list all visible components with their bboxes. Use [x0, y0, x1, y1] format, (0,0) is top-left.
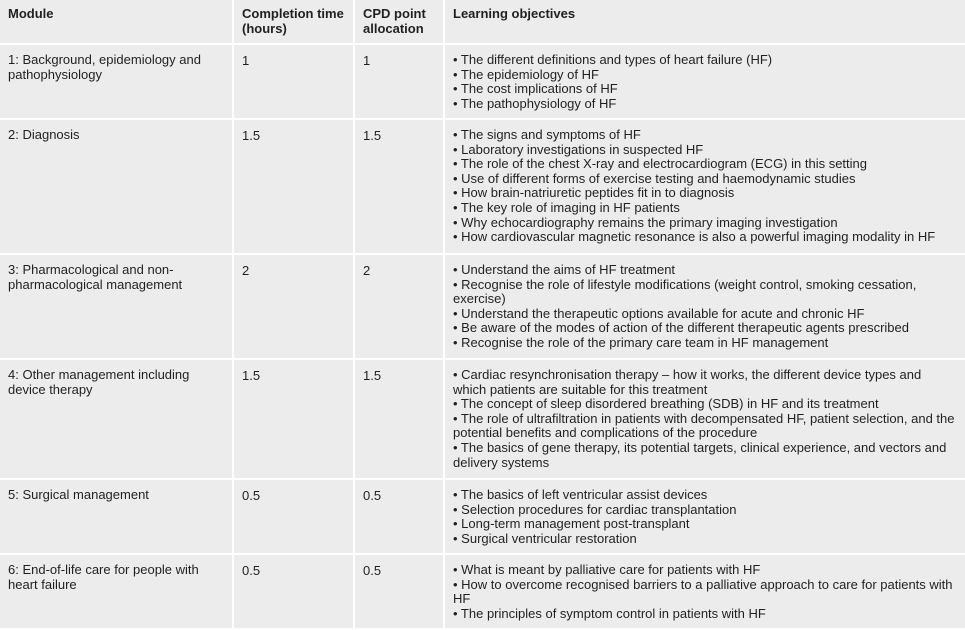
objective-item: • The basics of left ventricular assist devices: [453, 487, 708, 502]
objective-item: • Use of different forms of exercise testing and haemodynamic studies: [453, 170, 856, 186]
objectives-cell: [444, 44, 965, 119]
objective-item: • Laboratory investigations in suspected HF: [453, 141, 704, 157]
objective-item: • The pathophysiology of HF: [453, 95, 617, 111]
objectives-list: [453, 128, 957, 245]
objective-item: • The signs and symptoms of HF: [453, 127, 641, 142]
table-header-row: [0, 0, 965, 44]
module-cell: 4: Other management including device therapy: [0, 359, 233, 479]
objective-item: • The basics of gene therapy, its potential targets, clinical experience, and vectors and delivery systems: [453, 439, 947, 470]
objective-item: • What is meant by palliative care for patients with HF: [453, 562, 761, 577]
completion-time-cell: 1.5: [233, 359, 354, 479]
module-cell: 1: Background, epidemiology and pathophysiology: [0, 44, 233, 119]
objectives-cell: [444, 479, 965, 554]
completion-time-cell: 1: [233, 44, 354, 119]
objective-item: • The concept of sleep disordered breathing (SDB) in HF and its treatment: [453, 396, 879, 412]
module-cell: 5: Surgical management: [0, 479, 233, 554]
cpd-points-cell: 0.5: [354, 479, 444, 554]
header-completion-time: Completion time (hours): [233, 0, 354, 44]
objective-item: • Be aware of the modes of action of the different therapeutic agents prescribed: [453, 320, 909, 336]
cpd-points-cell: 0.5: [354, 554, 444, 629]
module-cell: 3: Pharmacological and non-pharmacological management: [0, 254, 233, 359]
objectives-list: [453, 53, 957, 111]
objective-item: • Long-term management post-transplant: [453, 516, 690, 532]
objectives-cell: [444, 359, 965, 479]
objective-item: • The role of ultrafiltration in patients with decompensated HF, patient selection, and the potential benefits and complications of the procedure: [453, 410, 955, 441]
completion-time-cell: 0.5: [233, 479, 354, 554]
cpd-points-cell: 1.5: [354, 359, 444, 479]
objective-item: • Cardiac resynchronisation therapy – how it works, the different device types and which patients are suitable for this treatment: [453, 367, 922, 397]
objectives-cell: [444, 554, 965, 629]
cpd-points-cell: 1.5: [354, 119, 444, 254]
table-row: [0, 359, 965, 479]
objective-item: • How cardiovascular magnetic resonance is also a powerful imaging modality in HF: [453, 229, 936, 245]
objective-item: • The principles of symptom control in patients with HF: [453, 605, 766, 621]
completion-time-cell: 0.5: [233, 554, 354, 629]
table-row: [0, 479, 965, 554]
header-cpd-points: CPD point allocation: [354, 0, 444, 44]
objective-item: • Recognise the role of the primary care team in HF management: [453, 334, 829, 350]
objective-item: • How brain-natriuretic peptides fit in to diagnosis: [453, 185, 735, 201]
completion-time-cell: 1.5: [233, 119, 354, 254]
objectives-list: [453, 263, 957, 351]
objectives-cell: [444, 254, 965, 359]
objectives-list: [453, 563, 957, 621]
header-learning-objectives: Learning objectives: [444, 0, 965, 44]
objective-item: • The role of the chest X-ray and electrocardiogram (ECG) in this setting: [453, 156, 867, 172]
objective-item: • Surgical ventricular restoration: [453, 530, 637, 546]
objective-item: • The cost implications of HF: [453, 81, 618, 97]
objectives-list: [453, 368, 957, 470]
cpd-points-cell: 1: [354, 44, 444, 119]
objective-item: • Recognise the role of lifestyle modifications (weight control, smoking cessation, exercise): [453, 276, 917, 307]
objective-item: • Why echocardiography remains the primary imaging investigation: [453, 214, 838, 230]
objective-item: • Understand the aims of HF treatment: [453, 262, 676, 277]
table-row: [0, 119, 965, 254]
cpd-points-cell: 2: [354, 254, 444, 359]
objectives-cell: [444, 119, 965, 254]
table-row: [0, 44, 965, 119]
completion-time-cell: 2: [233, 254, 354, 359]
objective-item: • The key role of imaging in HF patients: [453, 199, 680, 215]
header-module: Module: [0, 0, 233, 44]
objectives-list: [453, 488, 957, 546]
objective-item: • The epidemiology of HF: [453, 66, 599, 82]
module-cell: 6: End-of-life care for people with heart failure: [0, 554, 233, 629]
objective-item: • Selection procedures for cardiac transplantation: [453, 501, 737, 517]
table-row: [0, 254, 965, 359]
table-row: [0, 554, 965, 629]
objective-item: • Understand the therapeutic options available for acute and chronic HF: [453, 305, 865, 321]
objective-item: • How to overcome recognised barriers to a palliative approach to care for patients with HF: [453, 576, 953, 607]
module-cell: 2: Diagnosis: [0, 119, 233, 254]
objective-item: • The different definitions and types of heart failure (HF): [453, 52, 773, 67]
